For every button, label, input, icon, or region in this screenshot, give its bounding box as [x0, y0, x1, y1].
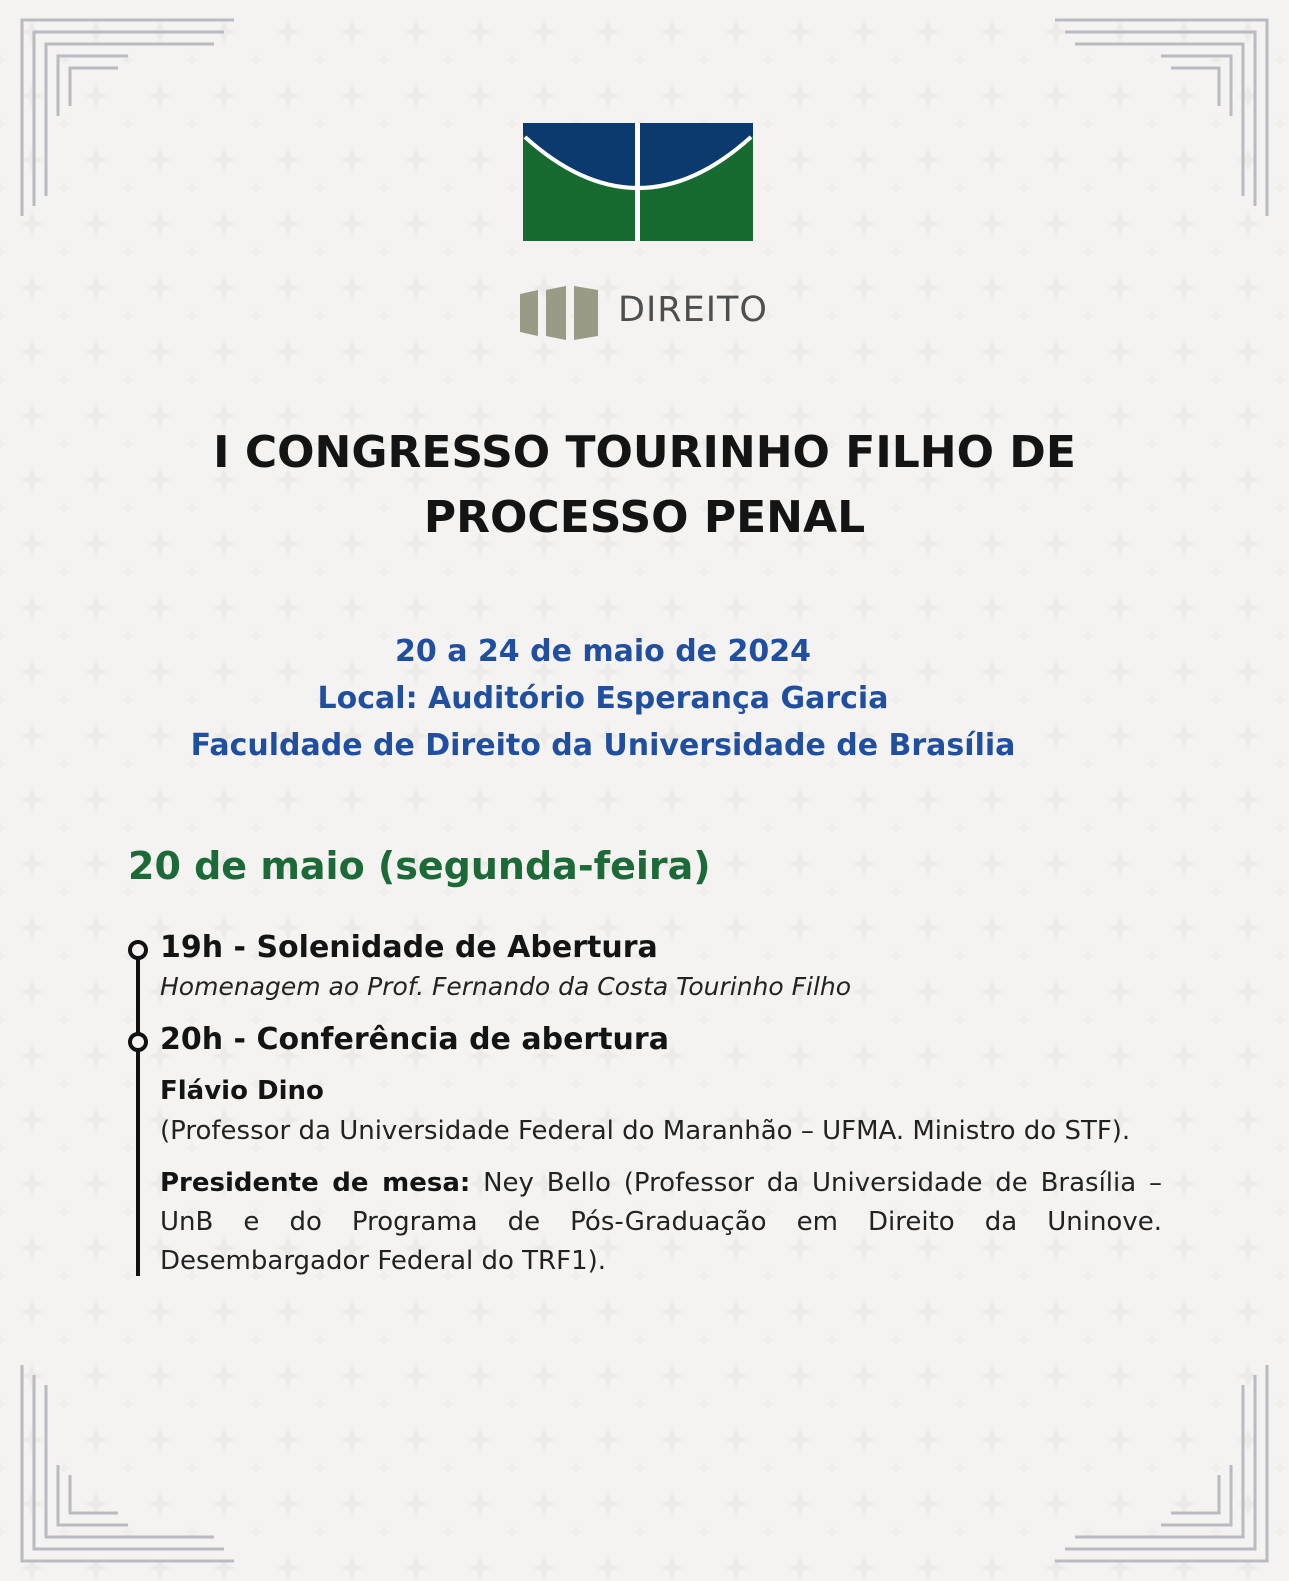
speaker-bio: (Professor da Universidade Federal do Maranhão – UFMA. Ministro do STF). [160, 1116, 1131, 1146]
event-info [0, 628, 1206, 769]
unb-logo-icon [523, 123, 753, 241]
event-2-title: 20h - Conferência de abertura [160, 1022, 669, 1057]
event-title [0, 420, 1289, 550]
chair-label: Presidente de mesa: [160, 1168, 471, 1198]
event-title-line-2: PROCESSO PENAL [423, 492, 866, 543]
direito-wordmark: DIREITO [618, 290, 768, 330]
chair-text: Ney Bello (Professor da Universidade de Brasília – UnB e do Programa de Pós-Graduação em Direito da Uninove. Desembargador Federal do TRF1). [160, 1168, 1162, 1276]
corner-ornament-bottom-right [1031, 1325, 1271, 1565]
chair-info [160, 1164, 1162, 1281]
event-title-line-1: I CONGRESSO TOURINHO FILHO DE [213, 427, 1076, 478]
timeline-dot-icon [128, 940, 148, 960]
corner-ornament-bottom-left [18, 1325, 258, 1565]
event-institution: Faculdade de Direito da Universidade de Brasília [190, 728, 1016, 763]
event-venue: Local: Auditório Esperança Garcia [317, 681, 889, 716]
corner-ornament-top-right [1031, 16, 1271, 256]
timeline-dot-icon [128, 1032, 148, 1052]
event-1-title: 19h - Solenidade de Abertura [160, 930, 658, 965]
direito-mark-icon [520, 286, 600, 340]
day-heading: 20 de maio (segunda-feira) [128, 844, 711, 888]
timeline-line [136, 946, 140, 1276]
event-1-subtitle: Homenagem ao Prof. Fernando da Costa Tourinho Filho [160, 972, 852, 1001]
corner-ornament-top-left [18, 16, 258, 256]
speaker-name: Flávio Dino [160, 1076, 324, 1106]
event-dates: 20 a 24 de maio de 2024 [395, 634, 811, 669]
